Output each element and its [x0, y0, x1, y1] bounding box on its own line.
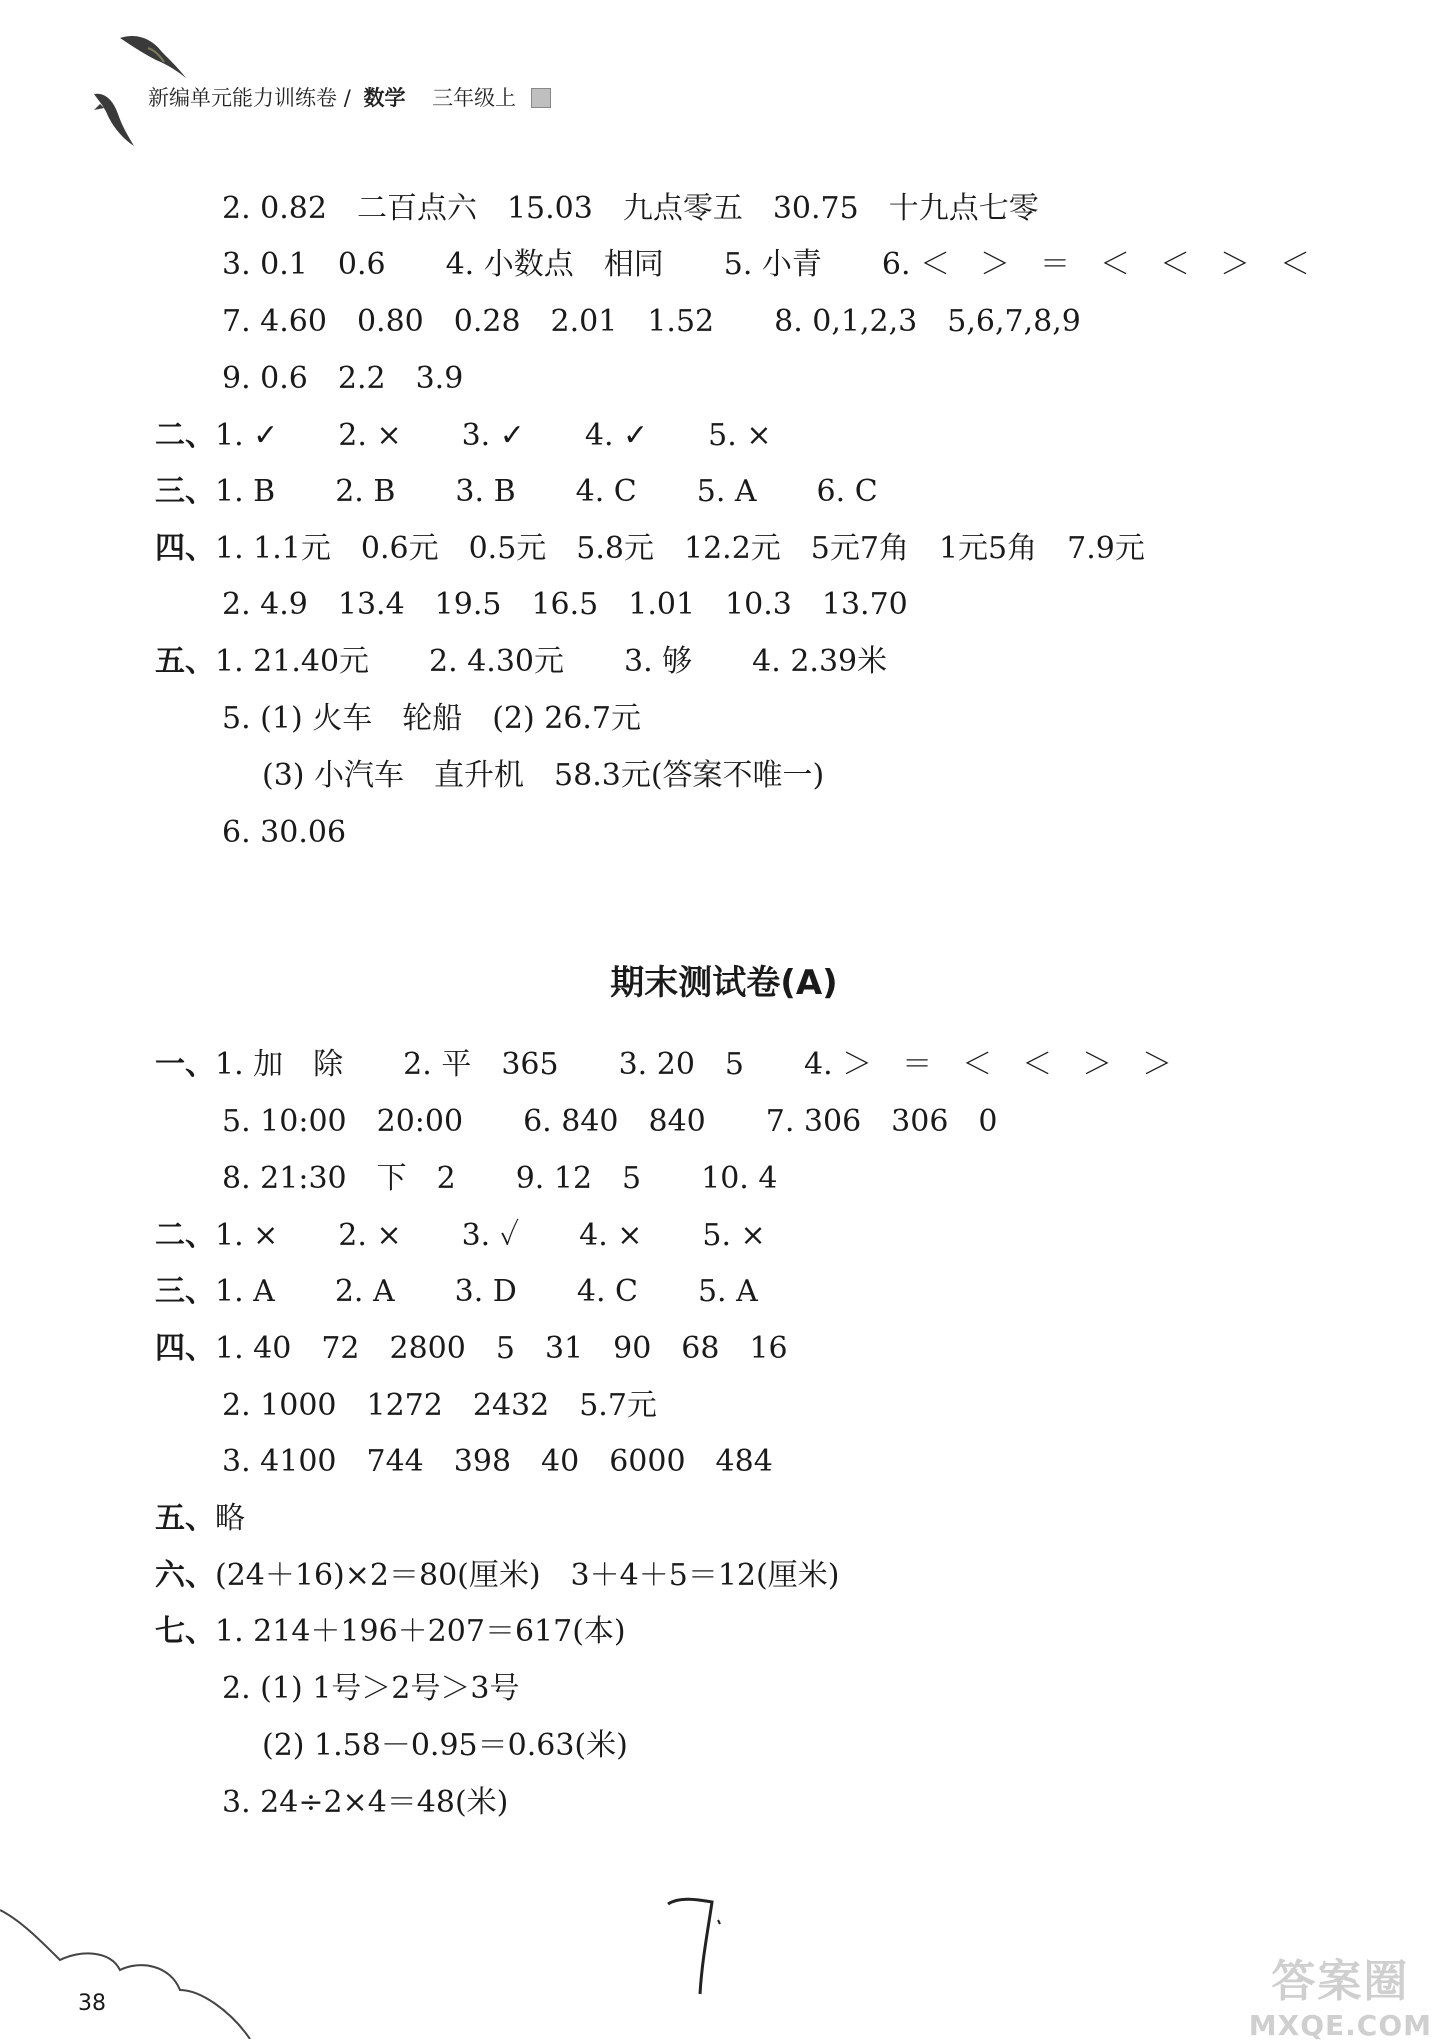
exam-title: 期末测试卷(A): [610, 963, 838, 1003]
section-prefix: 三、: [155, 1274, 215, 1309]
answer-line: 四、1. 40 72 2800 5 31 90 68 16: [155, 1331, 788, 1366]
answer-line: 七、1. 214＋196＋207＝617(本): [155, 1614, 626, 1649]
watermark-url: MXQE.COM: [1248, 2009, 1432, 2042]
pen-mark-icon: [660, 1890, 740, 2000]
section-prefix: 二、: [155, 1218, 215, 1253]
answer-line: 2. 0.82 二百点六 15.03 九点零五 30.75 十九点七零: [222, 191, 1039, 226]
answer-line: 2. (1) 1号＞2号＞3号: [222, 1671, 520, 1706]
site-watermark: [1249, 1945, 1432, 2042]
answer-line: 3. 0.1 0.6 4. 小数点 相同 5. 小青 6. ＜ ＞ ＝ ＜ ＜ ＞ ＜: [222, 247, 1311, 282]
answer-line: 3. 4100 744 398 40 6000 484: [222, 1444, 773, 1479]
answer-line: 5. (1) 火车 轮船 (2) 26.7元: [222, 701, 642, 736]
answer-line: 5. 10:00 20:00 6. 840 840 7. 306 306 0: [222, 1104, 998, 1139]
answer-line: (2) 1.58－0.95＝0.63(米): [262, 1728, 628, 1763]
answer-line: (3) 小汽车 直升机 58.3元(答案不唯一): [262, 758, 825, 793]
section-prefix: 六、: [155, 1558, 215, 1593]
header-separator: /: [343, 86, 351, 110]
section-prefix: 三、: [155, 474, 215, 509]
watermark-main: 答案圈: [1271, 1956, 1410, 2007]
answer-line: 一、1. 加 除 2. 平 365 3. 20 5 4. ＞ ＝ ＜ ＜ ＞ ＞: [155, 1047, 1173, 1082]
answer-line: 2. 4.9 13.4 19.5 16.5 1.01 10.3 13.70: [222, 587, 908, 622]
answer-line: 8. 21:30 下 2 9. 12 5 10. 4: [222, 1161, 778, 1196]
answer-line: 二、1. × 2. × 3. ✓ 4. × 5. ×: [155, 1218, 766, 1253]
answer-line: 五、略: [155, 1501, 245, 1536]
book-badge-icon: [531, 88, 551, 108]
bird-icon: [92, 88, 136, 148]
answer-line: 四、1. 1.1元 0.6元 0.5元 5.8元 12.2元 5元7角 1元5角 7.9元: [155, 531, 1145, 566]
section-prefix: 二、: [155, 418, 215, 453]
answer-line: 2. 1000 1272 2432 5.7元: [222, 1388, 657, 1423]
section-prefix: 五、: [155, 1501, 215, 1536]
answer-line: 6. 30.06: [222, 815, 347, 850]
answer-line: 二、1. ✓ 2. × 3. ✓ 4. ✓ 5. ×: [155, 418, 772, 453]
answer-line: 六、(24＋16)×2＝80(厘米) 3＋4＋5＝12(厘米): [155, 1558, 840, 1593]
answer-line: 9. 0.6 2.2 3.9: [222, 361, 464, 396]
cloud-outline-icon: [0, 1900, 280, 2039]
answer-line: 三、1. A 2. A 3. D 4. C 5. A: [155, 1274, 758, 1309]
section-prefix: 五、: [155, 644, 215, 679]
book-header: [148, 82, 551, 112]
answer-line: 7. 4.60 0.80 0.28 2.01 1.52 8. 0,1,2,3 5,6,7,8,9: [222, 304, 1081, 339]
page-number: 38: [78, 1991, 106, 2016]
answer-line: 3. 24÷2×4＝48(米): [222, 1785, 509, 1820]
book-title: 新编单元能力训练卷: [148, 86, 337, 110]
header-grade: 三年级上: [432, 86, 517, 110]
bird-icon: [118, 30, 188, 80]
header-subject: 数学: [363, 86, 406, 110]
section-prefix: 七、: [155, 1614, 215, 1649]
answer-line: 五、1. 21.40元 2. 4.30元 3. 够 4. 2.39米: [155, 644, 888, 679]
section-prefix: 四、: [155, 531, 215, 566]
answer-line: 三、1. B 2. B 3. B 4. C 5. A 6. C: [155, 474, 878, 509]
section-prefix: 一、: [155, 1047, 215, 1082]
section-prefix: 四、: [155, 1331, 215, 1366]
